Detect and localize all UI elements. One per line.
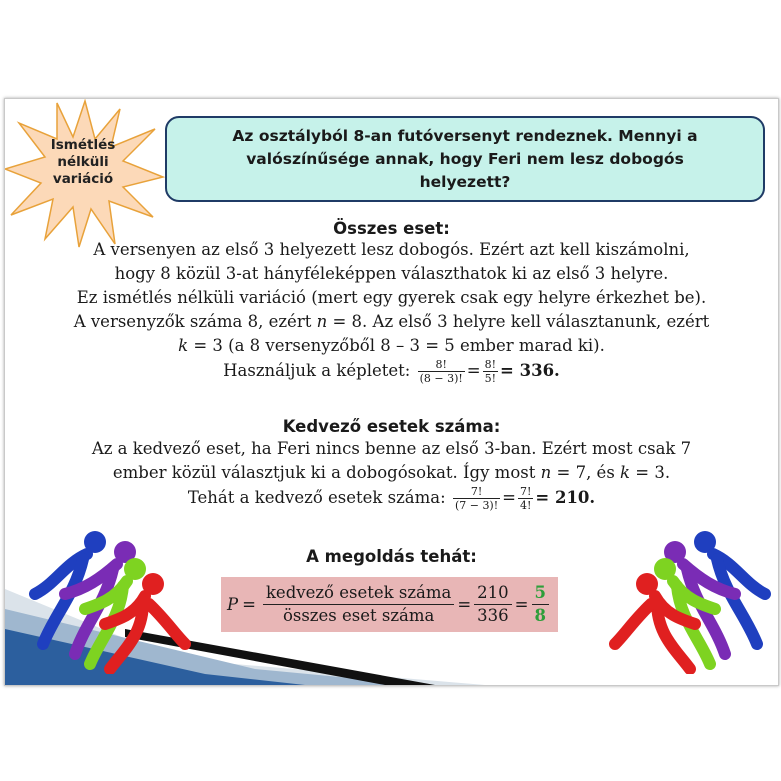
formula-result: = 336. bbox=[500, 361, 560, 380]
equals-sign: = bbox=[457, 595, 472, 614]
text-segment: A versenyzők száma 8, ezért bbox=[73, 312, 317, 331]
result-fraction bbox=[532, 582, 549, 627]
fraction bbox=[418, 358, 465, 385]
fraction-denominator: 8 bbox=[534, 606, 546, 625]
star-label-line-1: Ismétlés bbox=[50, 137, 116, 153]
text-segment: = 7, és bbox=[551, 463, 621, 482]
question-text: Az osztályból 8-an futóversenyt rendeznek. Mennyi a valószínűsége annak, hogy Feri nem lesz dobogós helyezett? bbox=[232, 126, 698, 191]
section-title-solution: A megoldás tehát: bbox=[306, 547, 477, 566]
variable-k: k bbox=[178, 336, 189, 355]
equals-sign: = bbox=[466, 361, 481, 380]
equals-sign: = bbox=[514, 595, 529, 614]
fraction-denominator: (8 − 3)! bbox=[419, 372, 463, 385]
fraction bbox=[453, 485, 500, 512]
text-line: hogy 8 közül 3-at hányféleképpen választhatok ki az első 3 helyre. bbox=[114, 264, 669, 283]
section-title-total: Összes eset: bbox=[333, 219, 450, 238]
text-line: A versenyen az első 3 helyezett lesz dobogós. Ezért azt kell kiszámolni, bbox=[93, 240, 690, 259]
text-line: Az a kedvező eset, ha Feri nincs benne az első 3-ban. Ezért most csak 7 bbox=[91, 439, 692, 458]
variable-n: n bbox=[540, 463, 552, 482]
fraction-denominator: (7 − 3)! bbox=[454, 499, 499, 512]
variable-p: P bbox=[227, 595, 239, 614]
fraction bbox=[483, 358, 498, 385]
runners-left-illustration bbox=[25, 524, 205, 674]
text-line bbox=[5, 336, 778, 355]
fraction-numerator: 8! bbox=[418, 358, 465, 372]
fraction-numerator: 5 bbox=[532, 582, 549, 605]
fraction-denominator: 336 bbox=[477, 606, 509, 625]
formula-line-total bbox=[5, 358, 778, 385]
fraction-numerator: 210 bbox=[474, 582, 512, 605]
text-segment: = 3 (a 8 versenyzőből 8 – 3 = 5 ember marad ki). bbox=[188, 336, 605, 355]
text-line bbox=[5, 312, 778, 331]
question-box bbox=[165, 116, 765, 202]
star-label-line-3: variáció bbox=[52, 171, 114, 187]
runners-right-illustration bbox=[590, 524, 775, 674]
fraction-numerator: 8! bbox=[484, 358, 497, 371]
fraction-denominator: 5! bbox=[484, 372, 497, 385]
star-label-line-2: nélküli bbox=[57, 154, 109, 170]
formula-prefix: Tehát a kedvező esetek száma: bbox=[187, 488, 451, 507]
answer-box bbox=[221, 577, 558, 632]
fraction-numerator: 7! bbox=[519, 485, 532, 498]
text-line bbox=[5, 463, 778, 482]
formula-result: = 210. bbox=[535, 488, 596, 507]
star-label bbox=[25, 137, 141, 188]
equals-sign: = bbox=[242, 595, 256, 614]
text-line: Ez ismétlés nélküli variáció (mert egy gyerek csak egy helyre érkezhet be). bbox=[76, 288, 707, 307]
fraction-numerator: kedvező esetek száma bbox=[263, 582, 454, 605]
equals-sign: = bbox=[502, 488, 516, 507]
word-fraction bbox=[263, 582, 454, 627]
variable-k: k bbox=[620, 463, 631, 482]
slide bbox=[4, 98, 779, 686]
text-segment: ember közül választjuk ki a dobogósokat. Így most bbox=[112, 463, 541, 482]
fraction-denominator: összes eset száma bbox=[282, 606, 435, 625]
fraction bbox=[518, 485, 533, 512]
value-fraction bbox=[474, 582, 512, 627]
text-segment: = 8. Az első 3 helyre kell választanunk, ezért bbox=[327, 312, 710, 331]
fraction-numerator: 7! bbox=[453, 485, 500, 499]
formula-line-favorable bbox=[5, 485, 778, 512]
section-title-favorable: Kedvező esetek száma: bbox=[282, 417, 501, 436]
fraction-denominator: 4! bbox=[519, 499, 532, 512]
formula-prefix: Használjuk a képletet: bbox=[223, 361, 416, 380]
variable-n: n bbox=[316, 312, 328, 331]
text-segment: = 3. bbox=[630, 463, 671, 482]
